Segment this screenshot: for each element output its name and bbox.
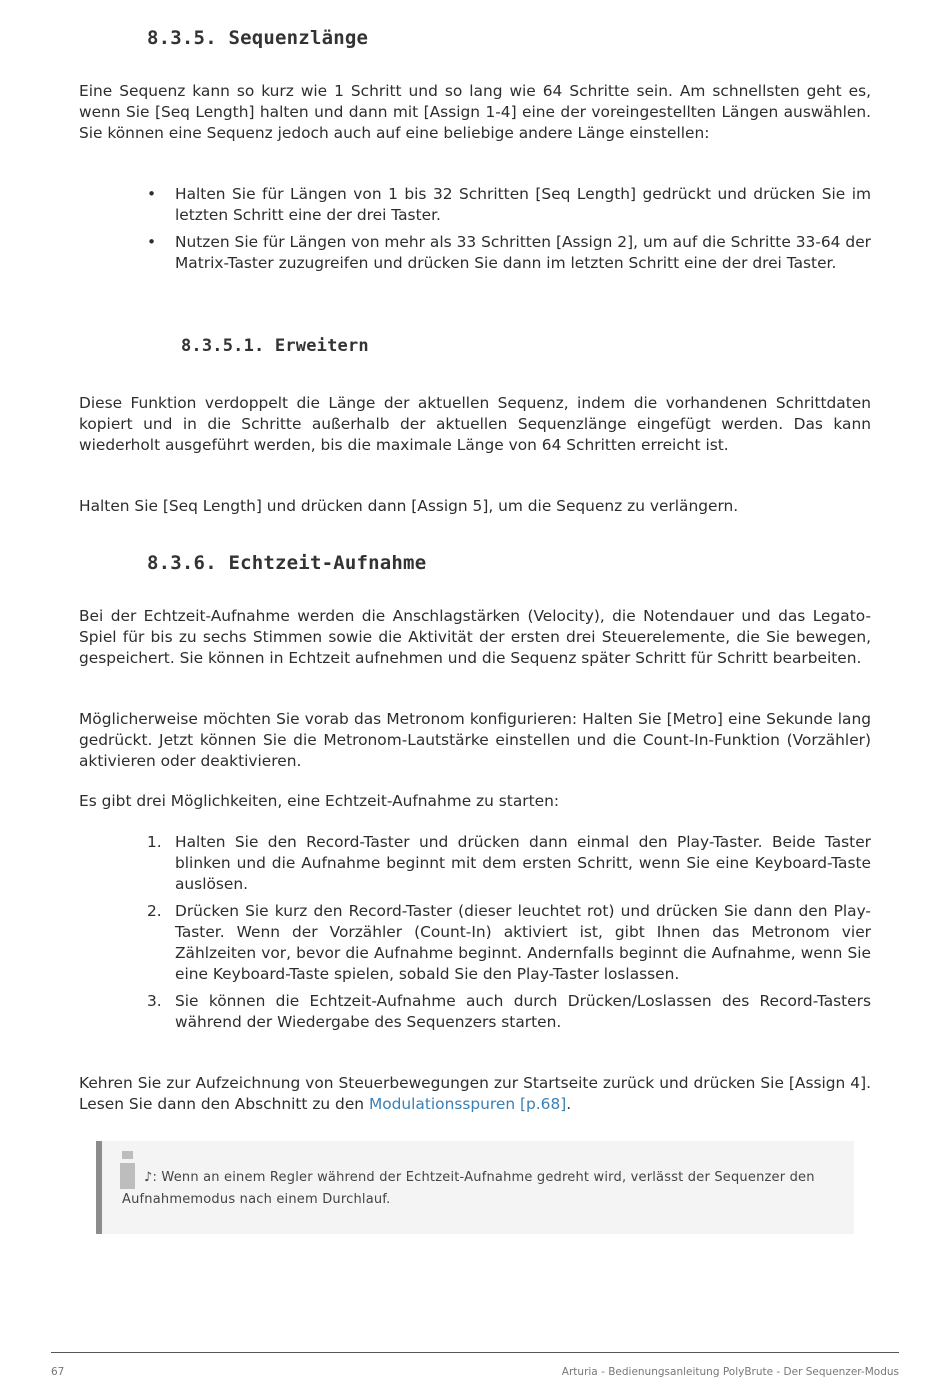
note-line: ♪: Wenn an einem Regler während der Echtzeit-Aufnahme gedreht wird, verlässt der Sequenzer den bbox=[144, 1170, 815, 1185]
list-item bbox=[147, 832, 871, 895]
note-line: Aufnahmemodus nach einem Durchlauf. bbox=[122, 1192, 391, 1207]
list-item bbox=[147, 184, 871, 226]
list-item-text: Drücken Sie kurz den Record-Taster (dieser leuchtet rot) und drücken Sie dann den Play-Taster. Wenn der Vorzähler (Count-In) aktiviert ist, gibt Ihnen das Metronom vier Zählzeiten vor, bevor die Aufnahme beginnt. Andernfalls beginnt die Aufnahme, wenn Sie eine Keyboard-Taste spielen, sobald Sie den Play-Taster loslassen. bbox=[175, 902, 871, 983]
list-item-text: Halten Sie für Längen von 1 bis 32 Schritten [Seq Length] gedrückt und drücken Sie im letzten Schritt eine der drei Taster. bbox=[175, 185, 871, 224]
paragraph-metronome: Möglicherweise möchten Sie vorab das Metronom konfigurieren: Halten Sie [Metro] eine Sekunde lang gedrückt. Jetzt können Sie die Metronom-Lautstärke einstellen und die Count-In-Funktion (Vorzähler) aktivieren oder deaktivieren. bbox=[79, 710, 871, 770]
numbered-list-recording bbox=[147, 832, 871, 1039]
paragraph-realtime-intro: Bei der Echtzeit-Aufnahme werden die Anschlagstärken (Velocity), die Notendauer und das Legato-Spiel für bis zu sechs Stimmen sowie die Aktivität der ersten drei Steuerelemente, die Sie bewegen, gespeichert. Sie können in Echtzeit aufnehmen und die Sequenz später Schritt für Schritt bearbeiten. bbox=[79, 607, 871, 667]
list-item bbox=[147, 901, 871, 985]
paragraph-extend-instruction: Halten Sie [Seq Length] und drücken dann [Assign 5], um die Sequenz zu verlängern. bbox=[79, 497, 739, 515]
paragraph-end: . bbox=[566, 1095, 572, 1113]
page-number: 67 bbox=[51, 1366, 65, 1378]
list-item bbox=[147, 232, 871, 274]
bullet-marker: • bbox=[147, 233, 157, 251]
note-text bbox=[122, 1167, 846, 1211]
paragraph-control-recording bbox=[79, 1073, 871, 1115]
paragraph-text: Kehren Sie zur Aufzeichnung von Steuerbewegungen zur Startseite zurück und drücken Sie [Assign 4]. Lesen Sie dann den Abschnitt zu den bbox=[79, 1074, 871, 1113]
paragraph-seq-length-intro: Eine Sequenz kann so kurz wie 1 Schritt und so lang wie 64 Schritte sein. Am schnellsten geht es, wenn Sie [Seq Length] halten und dann mit [Assign 1-4] eine der voreingestellten Längen auswählen. Sie können eine Sequenz jedoch auch auf eine beliebige andere Länge einstellen: bbox=[79, 82, 871, 142]
modulation-tracks-link[interactable]: Modulationsspuren [p.68] bbox=[368, 1095, 567, 1113]
list-item-text: Sie können die Echtzeit-Aufnahme auch durch Drücken/Loslassen des Record-Tasters während der Wiedergabe des Sequenzers starten. bbox=[175, 992, 871, 1031]
list-item-text: Nutzen Sie für Längen von mehr als 33 Schritten [Assign 2], um auf die Schritte 33-64 der Matrix-Taster zuzugreifen und drücken Sie dann im letzten Schritt eine der drei Taster. bbox=[175, 233, 871, 272]
paragraph-extend: Diese Funktion verdoppelt die Länge der aktuellen Sequenz, indem die vorhandenen Schrittdaten kopiert und in die Schritte außerhalb der aktuellen Sequenzlänge eingefügt werden. Das kann wiederholt ausgeführt werden, bis die maximale Länge von 64 Schritten erreicht ist. bbox=[79, 394, 871, 454]
bullet-list-seq-length bbox=[147, 184, 871, 280]
bullet-marker: • bbox=[147, 185, 157, 203]
step-number: 1. bbox=[147, 833, 162, 851]
step-number: 3. bbox=[147, 992, 162, 1010]
footer-title: Arturia - Bedienungsanleitung PolyBrute - Der Sequenzer-Modus bbox=[561, 1366, 899, 1378]
section-heading-8-3-6: 8.3.6. Echtzeit-Aufnahme bbox=[147, 552, 427, 574]
section-heading-8-3-5: 8.3.5. Sequenzlänge bbox=[147, 27, 369, 49]
paragraph-three-ways: Es gibt drei Möglichkeiten, eine Echtzeit-Aufnahme zu starten: bbox=[79, 792, 560, 810]
footer-divider bbox=[51, 1352, 899, 1353]
list-item bbox=[147, 991, 871, 1033]
section-heading-8-3-5-1: 8.3.5.1. Erweitern bbox=[181, 336, 369, 356]
list-item-text: Halten Sie den Record-Taster und drücken dann einmal den Play-Taster. Beide Taster blinken und die Aufnahme beginnt mit dem ersten Schritt, wenn Sie eine Keyboard-Taste auslösen. bbox=[175, 833, 871, 893]
step-number: 2. bbox=[147, 902, 162, 920]
info-note-box bbox=[96, 1141, 854, 1234]
